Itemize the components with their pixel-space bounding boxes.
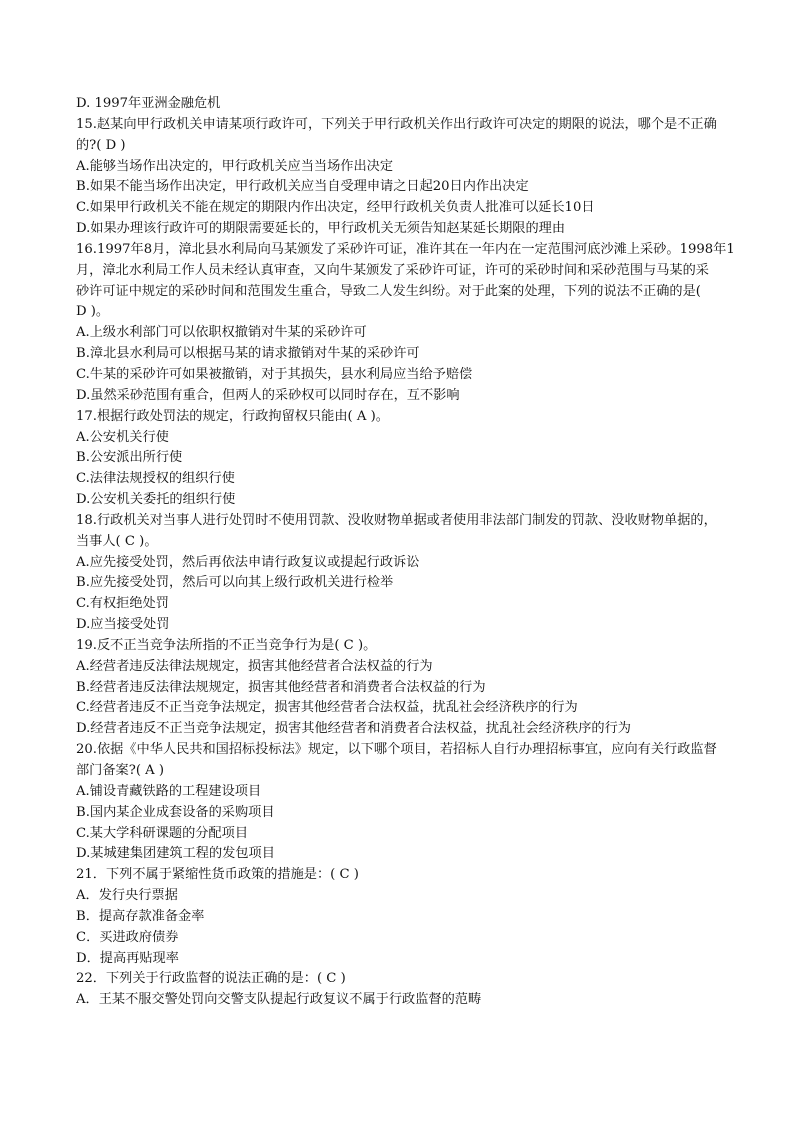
option-b-q19: B.经营者违反法律法规规定，损害其他经营者和消费者合法权益的行为 <box>76 679 486 695</box>
option-d-q18: D.应当接受处罚 <box>76 617 170 633</box>
question-20-stem: 20.依据《中华人民共和国招标投标法》规定，以下哪个项目，若招标人自行办理招标事宜，应向有关行政监督 <box>76 742 717 758</box>
option-b-q18: B.应先接受处罚，然后可以向其上级行政机关进行检举 <box>76 575 394 591</box>
question-18-stem-cont: 当事人( C )。 <box>76 533 158 549</box>
question-16-stem-cont: 砂许可证中规定的采砂时间和范围发生重合，导致二人发生纠纷。对于此案的处理，下列的说法不正确的是( <box>76 283 701 299</box>
option-c-q20: C.某大学科研课题的分配项目 <box>76 825 249 841</box>
option-a-q22: A．王某不服交警处罚向交警支队提起行政复议不属于行政监督的范畴 <box>76 992 482 1008</box>
option-b-q17: B.公安派出所行使 <box>76 450 183 466</box>
option-a-q21: A．发行央行票据 <box>76 888 178 904</box>
question-18-stem: 18.行政机关对当事人进行处罚时不使用罚款、没收财物单据或者使用非法部门制发的罚款、没收财物单据的， <box>76 512 717 528</box>
question-20-stem-cont: 部门备案?( A ) <box>76 763 165 778</box>
option-c-q19: C.经营者违反不正当竞争法规定，损害其他经营者合法权益，扰乱社会经济秩序的行为 <box>76 700 578 716</box>
option-d-q21: D．提高再贴现率 <box>76 950 179 966</box>
question-17-stem: 17.根据行政处罚法的规定，行政拘留权只能由( A )。 <box>76 408 389 424</box>
question-22-stem: 22．下列关于行政监督的说法正确的是：( C ) <box>76 971 346 987</box>
option-b-q20: B.国内某企业成套设备的采购项目 <box>76 804 275 820</box>
option-c-q15: C.如果甲行政机关不能在规定的期限内作出决定，经甲行政机关负责人批准可以延长10日 <box>76 200 595 216</box>
option-d-q14: D. 1997年亚洲金融危机 <box>76 96 221 111</box>
option-c-q17: C.法律法规授权的组织行使 <box>76 471 235 487</box>
question-21-stem: 21．下列不属于紧缩性货币政策的措施是：( C ) <box>76 867 359 883</box>
option-b-q15: B.如果不能当场作出决定，甲行政机关应当自受理申请之日起20日内作出决定 <box>76 179 529 195</box>
question-15-stem: 15.赵某向甲行政机关申请某项行政许可，下列关于甲行政机关作出行政许可决定的期限的说法，哪个是不正确 <box>76 116 717 132</box>
question-16-answer: D )。 <box>76 304 110 320</box>
option-a-q17: A.公安机关行使 <box>76 429 169 445</box>
option-b-q16: B.漳北县水利局可以根据马某的请求撤销对牛某的采砂许可 <box>76 346 420 362</box>
question-16-stem: 16.1997年8月，漳北县水利局向马某颁发了采砂许可证，准许其在一年内在一定范围河底沙滩上采砂。1998年1 <box>76 241 735 257</box>
option-a-q16: A.上级水利部门可以依职权撤销对牛某的采砂许可 <box>76 325 367 341</box>
question-19-stem: 19.反不正当竞争法所指的不正当竞争行为是( C )。 <box>76 637 377 653</box>
question-15-stem-cont: 的?( D ) <box>76 137 126 153</box>
option-d-q16: D.虽然采砂范围有重合，但两人的采砂权可以同时存在，互不影响 <box>76 387 460 403</box>
document-page <box>76 94 736 1011</box>
question-16-stem-cont: 月，漳北水利局工作人员未经认真审查，又向牛某颁发了采砂许可证，许可的采砂时间和采砂范围与马某的采 <box>76 262 709 278</box>
option-a-q18: A.应先接受处罚，然后再依法申请行政复议或提起行政诉讼 <box>76 554 420 570</box>
option-d-q17: D.公安机关委托的组织行使 <box>76 492 236 508</box>
option-b-q21: B．提高存款准备金率 <box>76 908 205 924</box>
option-c-q21: C．买进政府债券 <box>76 929 179 945</box>
option-d-q19: D.经营者违反不正当竞争法规定，损害其他经营者和消费者合法权益，扰乱社会经济秩序的行为 <box>76 721 631 737</box>
option-d-q20: D.某城建集团建筑工程的发包项目 <box>76 846 275 862</box>
option-a-q20: A.铺设青藏铁路的工程建设项目 <box>76 783 262 799</box>
option-a-q19: A.经营者违反法律法规规定，损害其他经营者合法权益的行为 <box>76 658 433 674</box>
option-c-q18: C.有权拒绝处罚 <box>76 596 169 612</box>
option-a-q15: A.能够当场作出决定的，甲行政机关应当当场作出决定 <box>76 158 394 174</box>
option-d-q15: D.如果办理该行政许可的期限需要延长的，甲行政机关无须告知赵某延长期限的理由 <box>76 221 566 237</box>
option-c-q16: C.牛某的采砂许可如果被撤销，对于其损失，县水利局应当给予赔偿 <box>76 366 473 382</box>
